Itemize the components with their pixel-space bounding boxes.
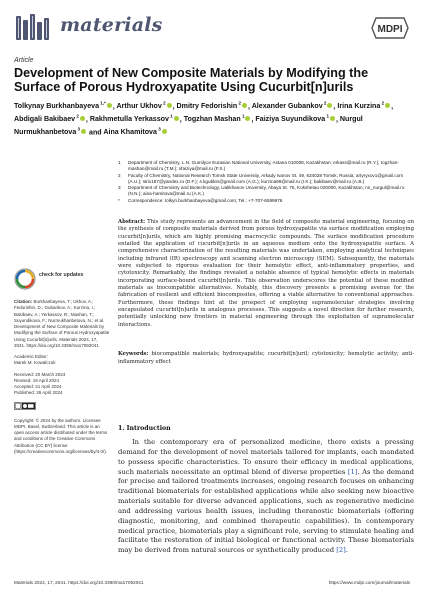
affiliation-2	[118, 173, 414, 186]
abstract-label: Abstract:	[118, 219, 146, 225]
author-affiliation-marks: 1	[168, 113, 173, 119]
orcid-icon[interactable]	[385, 103, 390, 108]
orcid-icon[interactable]	[80, 116, 85, 121]
journal-name: materials	[60, 14, 163, 36]
author-name: Faiziya Suyundikova	[255, 115, 326, 124]
affiliations	[118, 160, 414, 204]
author-name: Aina Khamitova	[103, 128, 157, 137]
author[interactable]	[14, 102, 113, 110]
intro-text-part: .	[345, 546, 348, 555]
affiliation-number: 1	[118, 160, 121, 165]
author-affiliation-marks: 1,*	[99, 101, 106, 106]
published-date: Published: 26 April 2024	[14, 390, 63, 396]
publication-dates	[14, 372, 110, 397]
author-affiliation-marks: 3	[76, 126, 81, 132]
abstract-text: This study represents an advancement in the field of composite material engineering, focusing on the synthesis of composite materials derived from porous hydroxyapatite via surface modification employing cucurbit[n]urils, which are highly promising macrocyclic compounds. The surface modification procedure entailed the application of cucurbit[n]urils in an aqueous medium onto the hydroxyapatite surface. A comprehensive characterization of the resulting materials was undertaken, employing analytical techniques including infrared (IR) spectroscopy and scanning electron microscopy (SEM). Subsequently, the materials were subjected to rigorous evaluation for their hemolytic effect, anti-inflammatory properties, and cytotoxicity. Remarkably, the findings revealed a notable absence of typical hemolytic effects in materials incorporating surface-bound cucurbit[n]urils. This observation underscores the potential of these modified materials as biocompatible alternatives. Notably, this discovery presents a promising avenue for the fabrication of resilient and efficient biocomposites, offering a viable alternative to conventional approaches. Furthermore, these findings hint at the prospect of employing supramolecular strategies involving encapsulated cucurbit[n]urils in analogous processes. This suggests a novel direction for further research, potentially unlocking new frontiers in material engineering through the exploitation of supramolecular interactions.	[118, 219, 414, 328]
author[interactable]	[252, 102, 334, 110]
author-affiliation-marks: 1	[325, 113, 329, 119]
citation-label: Citation:	[14, 299, 33, 304]
author[interactable]	[255, 115, 336, 123]
author-name: Rakhmetulla Yerkassov	[89, 115, 169, 124]
article-type: Article	[14, 57, 34, 64]
affiliation-text: Department of Chemistry and Biotechnology, Ualikhanov University, Abaya St. 76, Kokshetau 020000, Kazakhstan; nn_nurgul@mail.ru (N.N.); aina-hamitova@mail.ru (A.K.)	[128, 185, 405, 197]
author-affiliation-marks: 2	[237, 101, 241, 106]
orcid-icon[interactable]	[107, 103, 112, 108]
author-affiliation-marks: 2	[75, 113, 79, 119]
abstract	[118, 219, 414, 329]
author[interactable]	[337, 102, 391, 110]
author-affiliation-marks: 1	[240, 113, 245, 119]
orcid-icon[interactable]	[330, 116, 335, 121]
author-name: Alexander Gubankov	[251, 102, 323, 111]
editor-name: Marek M. Kowalczuk	[14, 360, 56, 366]
orcid-icon[interactable]	[242, 103, 247, 108]
author-affiliation-marks: 3	[156, 126, 161, 132]
affiliation-1	[118, 160, 414, 173]
author-name: Irina Kurzina	[337, 102, 381, 111]
keywords	[118, 351, 414, 366]
orcid-icon[interactable]	[81, 129, 86, 134]
intro-text-part: . As the demand for precise and tailored treatments increases, ongoing research focuses on enhancing traditional biomaterials for established applications while also seeking new bioactive materials suitable for diverse advanced applications, such as regenerative medicine and addressing various health issues, including theranostic biomaterials (offering diagnostic, monitoring, and combined therapeutic capabilities). In contemporary medical practice, biomaterials play a significant role, serving to stimulate healing and facilitate the restoration of initial biological or functional activity. These biomaterials may be derived from natural sources or synthetically produced	[118, 467, 415, 555]
orcid-icon[interactable]	[162, 129, 167, 134]
author-list: Tolkynay Burkhanbayeva $^{1,*}$ , Arthur Ukhov $^2$ , Dmitry Fedorishin $^2$ , Alexander Gubankov $^2$ , Irina Kurzina $^2$ , Abdigali Bakibaev $^2$ , Rakhmetulla Yerkassov $^1$ , Togzhan Mashan $^1$ , Faiziya Suyundikova $^1$ , Nurgul Nurmukhanbetova $^3$ and Aina Khamitova $^3$	[14, 101, 394, 137]
license-text: Copyright: © 2024 by the authors. Licensee MDPI, Basel, Switzerland. This article is an open access article distributed under the terms and conditions of the Creative Commons Attribution (CC BY) license (https://creativecommons.org/licenses/by/4.0/).	[14, 417, 108, 454]
citation-text: Burkhanbayeva, T.; Ukhov, A.; Fedorishin, D.; Gubankov, A.; Kurzina, I.; Bakibaev, A.; Yerkassov, R.; Mashan, T.; Suyundikova, F.; Nurmukhanbetova, N.; et al. Development of New Composite Materials by Modifying the Surface of Porous Hydroxyapatite Using Cucurbit[n]urils. Materials 2024, 17, 2041. https://doi.org/10.3390/ma17092041	[14, 299, 110, 348]
author-affiliation-marks: 2	[380, 101, 385, 106]
footer-journal-link[interactable]: https://www.mdpi.com/journal/materials	[328, 580, 410, 585]
orcid-icon[interactable]	[167, 103, 172, 108]
footer-citation: Materials 2024, 17, 2041. https://doi.org/10.3390/ma17092041	[14, 580, 144, 585]
cc-by-license-icon[interactable]	[14, 402, 36, 410]
revised-date: Revised: 19 April 2024	[14, 377, 60, 383]
paper-title: Development of New Composite Materials by Modifying the Surface of Porous Hydroxyapatite Using Cucurbit[n]urils	[14, 66, 369, 95]
mdpi-logo-text: MDPI	[377, 24, 403, 35]
academic-editor	[14, 354, 110, 367]
editor-label: Academic Editor:	[14, 354, 49, 359]
affiliation-text: Department of Chemistry, L.N. Gumilyov Eurasian National University, Astana 010008, Kazakhstan; erkass@mail.ru (R.Y.); togzhan-mashan@mail.ru (T.M.); sfaiziya@mail.ru (F.S.)	[128, 160, 399, 172]
author[interactable]	[90, 115, 180, 123]
affiliation-number: *	[118, 197, 120, 203]
check-updates-icon	[14, 268, 36, 290]
author-name: Abdigali Bakibaev	[14, 115, 76, 124]
author-affiliation-marks: 2	[161, 101, 166, 106]
orcid-icon[interactable]	[245, 116, 250, 121]
check-for-updates-button[interactable]	[14, 266, 110, 294]
received-date: Received: 20 March 2024	[14, 371, 66, 377]
reference-link[interactable]: [2]	[336, 546, 346, 555]
author[interactable]	[103, 128, 167, 136]
keywords-label: Keywords:	[118, 351, 149, 357]
accepted-date: Accepted: 21 April 2024	[14, 384, 62, 389]
citation-block	[14, 299, 110, 349]
affiliation-text: Faculty of Chemistry, National Research Tomsk State University, Arkady Ivanov St. 49, 634028 Tomsk, Russia; artyryxov1@gmail.com (A.U.); strix187@yandex.ru (D.F.); 4.kgubkin@gmail.com (A.G.); kurzina99@mail.ru (I.K.); bakibaev@mail.ru (A.B.)	[128, 172, 404, 184]
author[interactable]	[116, 102, 172, 110]
affiliation-number: 2	[118, 172, 121, 178]
intro-text-part: In the contemporary era of personalized medicine, there exists a pressing demand for the development of novel materials tailored for implants, each mandated to possess specific characteristics. To ensure their efficacy in medical applications, such materials necessitate an optimal blend of diverse properties	[118, 438, 414, 476]
orcid-icon[interactable]	[327, 103, 332, 108]
mdpi-logo-icon	[370, 16, 410, 40]
left-sidebar	[14, 266, 110, 455]
introduction-text	[118, 438, 414, 556]
author-affiliation-marks: 2	[322, 101, 327, 106]
section-heading: 1. Introduction	[118, 425, 171, 432]
keywords-text: biocompatible materials; hydroxyapatite; cucurbit[n]uril; cytotoxicity; hemolytic activity; anti-inflammatory effect	[118, 351, 415, 365]
author-name: Tolkynay Burkhanbayeva	[14, 102, 100, 111]
affiliation-text: Correspondence: tolkyn.burkhanbayeva@gmail.com; Tel.: +7-707-6599976	[128, 197, 283, 203]
journal-header	[14, 10, 410, 50]
author[interactable]	[177, 102, 248, 110]
author[interactable]	[14, 115, 86, 123]
orcid-icon[interactable]	[174, 116, 179, 121]
affiliation-3	[118, 185, 414, 198]
correspondence	[118, 198, 414, 204]
check-updates-label: check for updates	[39, 272, 84, 278]
author-name: Togzhan Mashan	[183, 115, 241, 124]
author[interactable]	[184, 115, 252, 123]
reference-link[interactable]: [1]	[347, 467, 358, 476]
author-name: Arthur Ukhov	[116, 102, 162, 111]
author-name: Dmitry Fedorishin	[176, 102, 238, 111]
affiliation-number: 3	[118, 185, 121, 190]
journal-logo-icon	[14, 12, 54, 44]
author-name: Nurgul Nurmukhanbetova	[14, 115, 363, 137]
